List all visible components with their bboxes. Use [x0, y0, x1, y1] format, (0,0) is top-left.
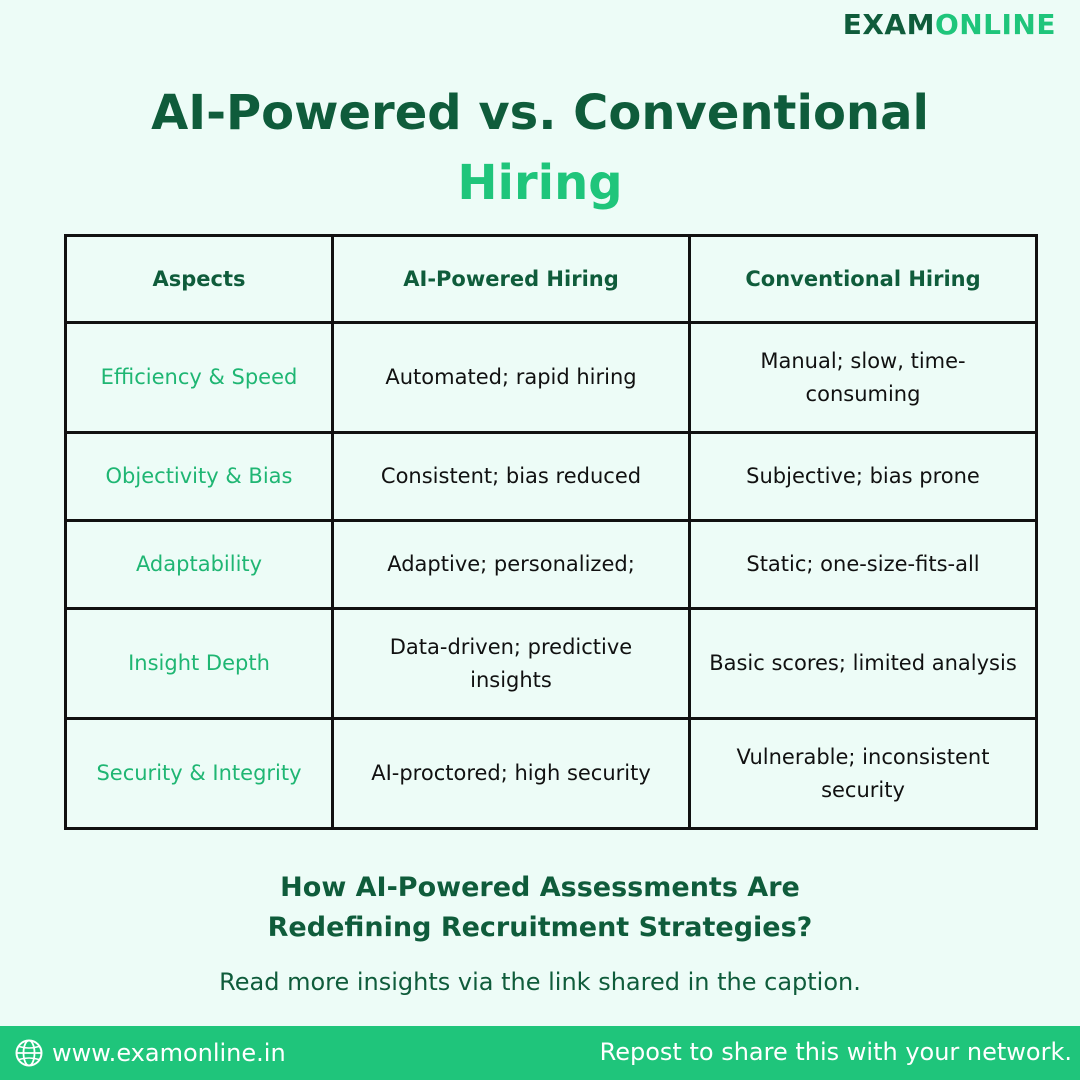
subheading-line2: Redefining Recruitment Strategies? [267, 912, 813, 943]
header-ai-powered: AI-Powered Hiring [333, 236, 690, 323]
brand-logo [843, 8, 1056, 41]
subheading [0, 868, 1080, 948]
table-row [66, 433, 1037, 521]
page-title-line2: Hiring [457, 155, 623, 211]
caption-note: Read more insights via the link shared in the caption. [219, 968, 861, 996]
ai-cell: Consistent; bias reduced [333, 433, 690, 521]
conventional-cell: Basic scores; limited analysis [690, 609, 1037, 719]
ai-cell: Data-driven; predictive insights [333, 609, 690, 719]
ai-cell: AI-proctored; high security [333, 719, 690, 829]
aspect-cell: Insight Depth [66, 609, 333, 719]
aspect-cell: Efficiency & Speed [66, 323, 333, 433]
aspect-cell: Adaptability [66, 521, 333, 609]
page-title [0, 78, 1080, 218]
table-row [66, 719, 1037, 829]
globe-icon [14, 1038, 44, 1068]
footer-bar [0, 1026, 1080, 1080]
website-link[interactable] [14, 1038, 286, 1068]
aspect-cell: Objectivity & Bias [66, 433, 333, 521]
brand-logo-exam: EXAM [842, 8, 935, 41]
table-row [66, 323, 1037, 433]
header-aspects: Aspects [66, 236, 333, 323]
table-row [66, 609, 1037, 719]
brand-logo-online: ONLINE [934, 8, 1056, 41]
page-title-line1: AI-Powered vs. Conventional [151, 85, 929, 141]
conventional-cell: Vulnerable; inconsistent security [690, 719, 1037, 829]
ai-cell: Automated; rapid hiring [333, 323, 690, 433]
conventional-cell: Subjective; bias prone [690, 433, 1037, 521]
aspect-cell: Security & Integrity [66, 719, 333, 829]
website-url: www.examonline.in [52, 1039, 286, 1067]
table-header-row [66, 236, 1037, 323]
header-conventional: Conventional Hiring [690, 236, 1037, 323]
conventional-cell: Static; one-size-fits-all [690, 521, 1037, 609]
table-row [66, 521, 1037, 609]
conventional-cell: Manual; slow, time-consuming [690, 323, 1037, 433]
comparison-table [64, 234, 1038, 830]
repost-cta: Repost to share this with your network. [599, 1038, 1072, 1066]
subheading-line1: How AI-Powered Assessments Are [280, 872, 800, 903]
ai-cell: Adaptive; personalized; [333, 521, 690, 609]
